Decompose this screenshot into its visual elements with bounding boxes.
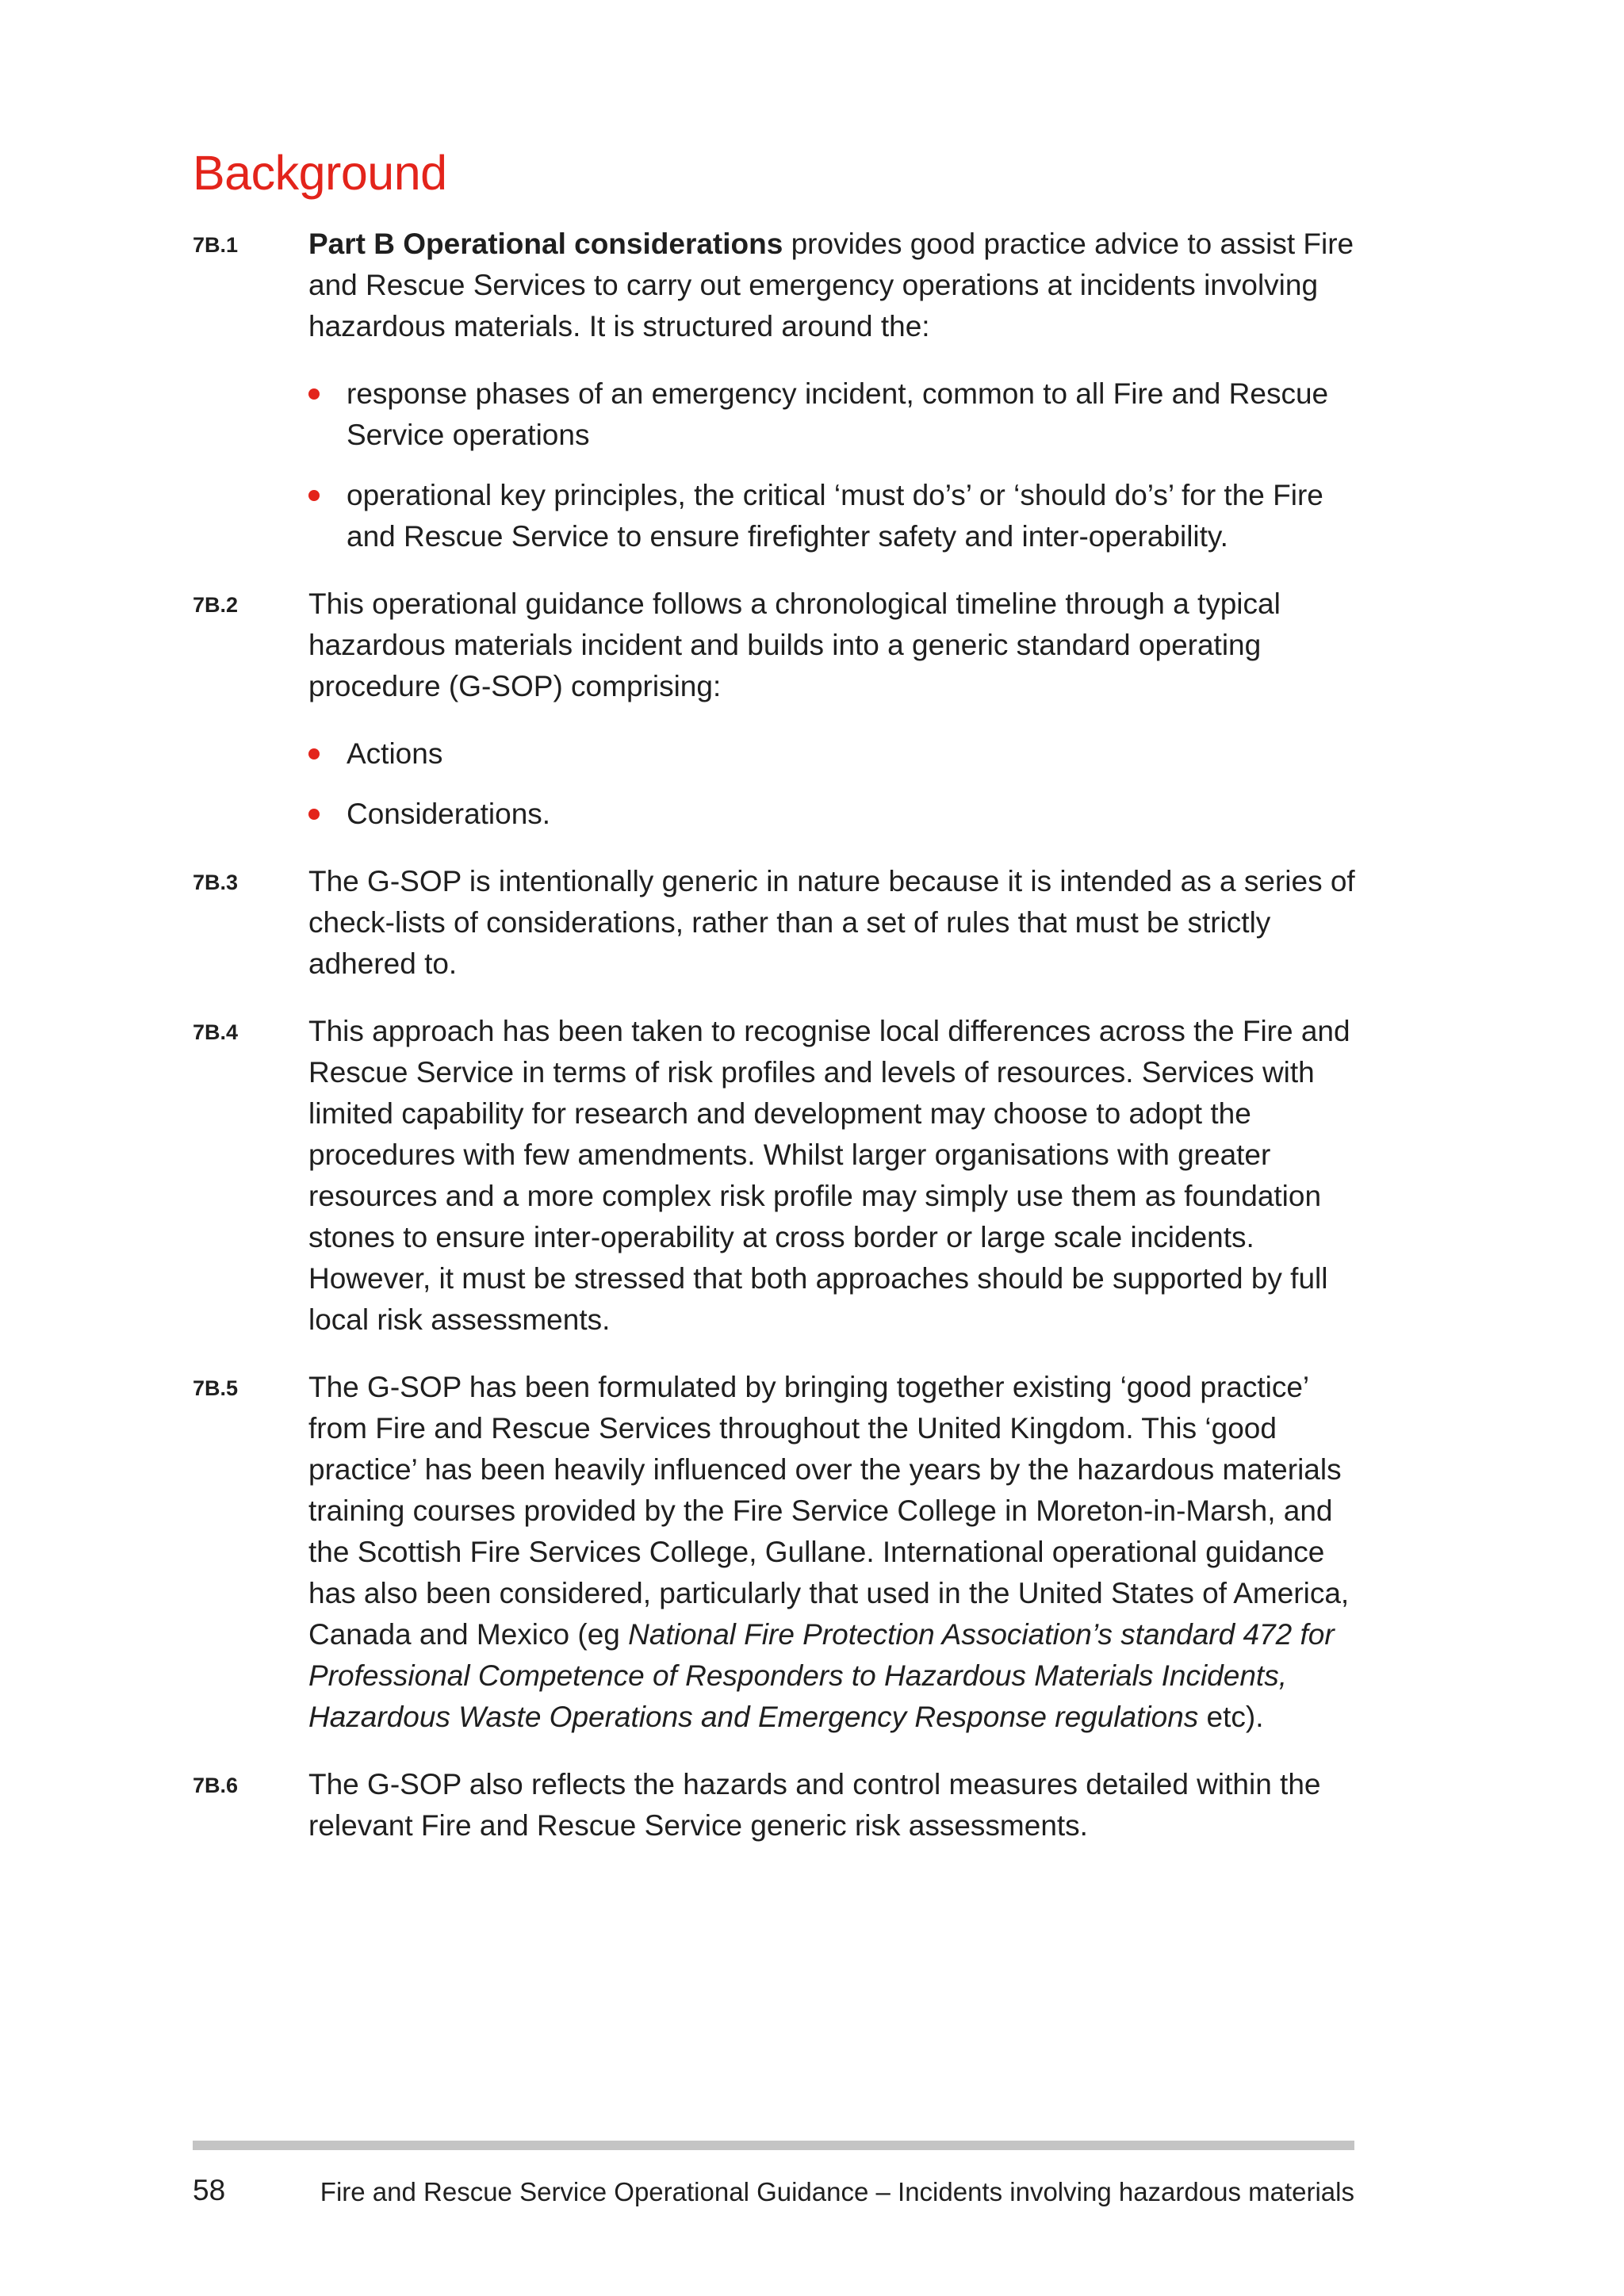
list-item-text: operational key principles, the critical ‘must do’s’ or ‘should do’s’ for the Fire and Rescue Service to ensure firefighter safety and inter-operability. [347,479,1323,553]
paragraph-number: 7B.3 [193,871,239,894]
paragraph-7b5 [193,1367,1358,1738]
paragraph-number: 7B.4 [193,1020,239,1044]
footer-divider [193,2141,1354,2150]
paragraph-number: 7B.1 [193,233,239,257]
list-item-text: Actions [347,737,443,770]
paragraph-body [308,1367,1358,1738]
page-footer [193,2174,1354,2214]
paragraph-number: 7B.6 [193,1774,239,1797]
main-content [193,224,1358,1873]
list-item-text: response phases of an emergency incident, common to all Fire and Rescue Service operations [347,377,1329,451]
paragraph-7b1 [193,224,1358,557]
list-item [308,794,1358,835]
paragraph-text: The G-SOP also reflects the hazards and control measures detailed within the relevant Fire and Rescue Service generic risk assessments. [308,1768,1321,1842]
paragraph-text-end: etc). [1198,1701,1264,1733]
paragraph-7b2 [193,584,1358,835]
paragraph-text: This approach has been taken to recognise local differences across the Fire and Rescue Service in terms of risk profiles and levels of resources. Services with limited capability for research and development may choose to adopt the procedures with few amendments. Whilst larger organisations with greater resources and a more complex risk profile may simply use them as foundation stones to ensure inter-operability at cross border or large scale incidents. However, it must be stressed that both approaches should be supported by full local risk assessments. [308,1015,1350,1336]
page-heading: Background [193,146,447,200]
paragraph-text: provides good practice advice to assist Fire and Rescue Services to carry out emergency operations at incidents involving hazardous materials. It is structured around the: [308,228,1354,342]
paragraph-body [308,584,1358,835]
paragraph-number: 7B.2 [193,593,239,617]
paragraph-body [308,224,1358,557]
bullet-icon [308,748,320,760]
italic-citation: National Fire Protection Association’s standard 472 for Professional Competence of Responders to Hazardous Materials Incidents, Hazardous Waste Operations and Emergency Response regulations [308,1618,1335,1733]
paragraph-body [308,1764,1358,1846]
list-item-text: Considerations. [347,798,551,830]
bullet-list [308,373,1358,557]
paragraph-7b6 [193,1764,1358,1846]
list-item [308,373,1358,456]
list-item [308,733,1358,775]
list-item [308,475,1358,557]
paragraph-number: 7B.5 [193,1376,239,1400]
bullet-icon [308,490,320,501]
paragraph-text: The G-SOP has been formulated by bringing together existing ‘good practice’ from Fire and Rescue Services throughout the United Kingdom. This ‘good practice’ has been heavily influenced over the years by the hazardous materials training courses provided by the Fire Service College in Moreton-in-Marsh, and the Scottish Fire Services College, Gullane. International operational guidance has also been considered, particularly that used in the United States of America, Canada and Mexico (eg [308,1371,1350,1651]
paragraph-body [308,861,1358,985]
paragraph-7b4 [193,1011,1358,1341]
paragraph-text: The G-SOP is intentionally generic in nature because it is intended as a series of check-lists of considerations, rather than a set of rules that must be strictly adhered to. [308,865,1355,980]
footer-title: Fire and Rescue Service Operational Guidance – Incidents involving hazardous materials [320,2177,1354,2206]
bullet-icon [308,388,320,400]
bullet-icon [308,809,320,820]
bullet-list [308,733,1358,835]
paragraph-body [308,1011,1358,1341]
paragraph-7b3 [193,861,1358,985]
bold-lead-text: Part B Operational considerations [308,228,783,260]
page-number: 58 [193,2174,226,2206]
paragraph-text: This operational guidance follows a chronological timeline through a typical hazardous materials incident and builds into a generic standard operating procedure (G-SOP) comprising: [308,587,1281,702]
